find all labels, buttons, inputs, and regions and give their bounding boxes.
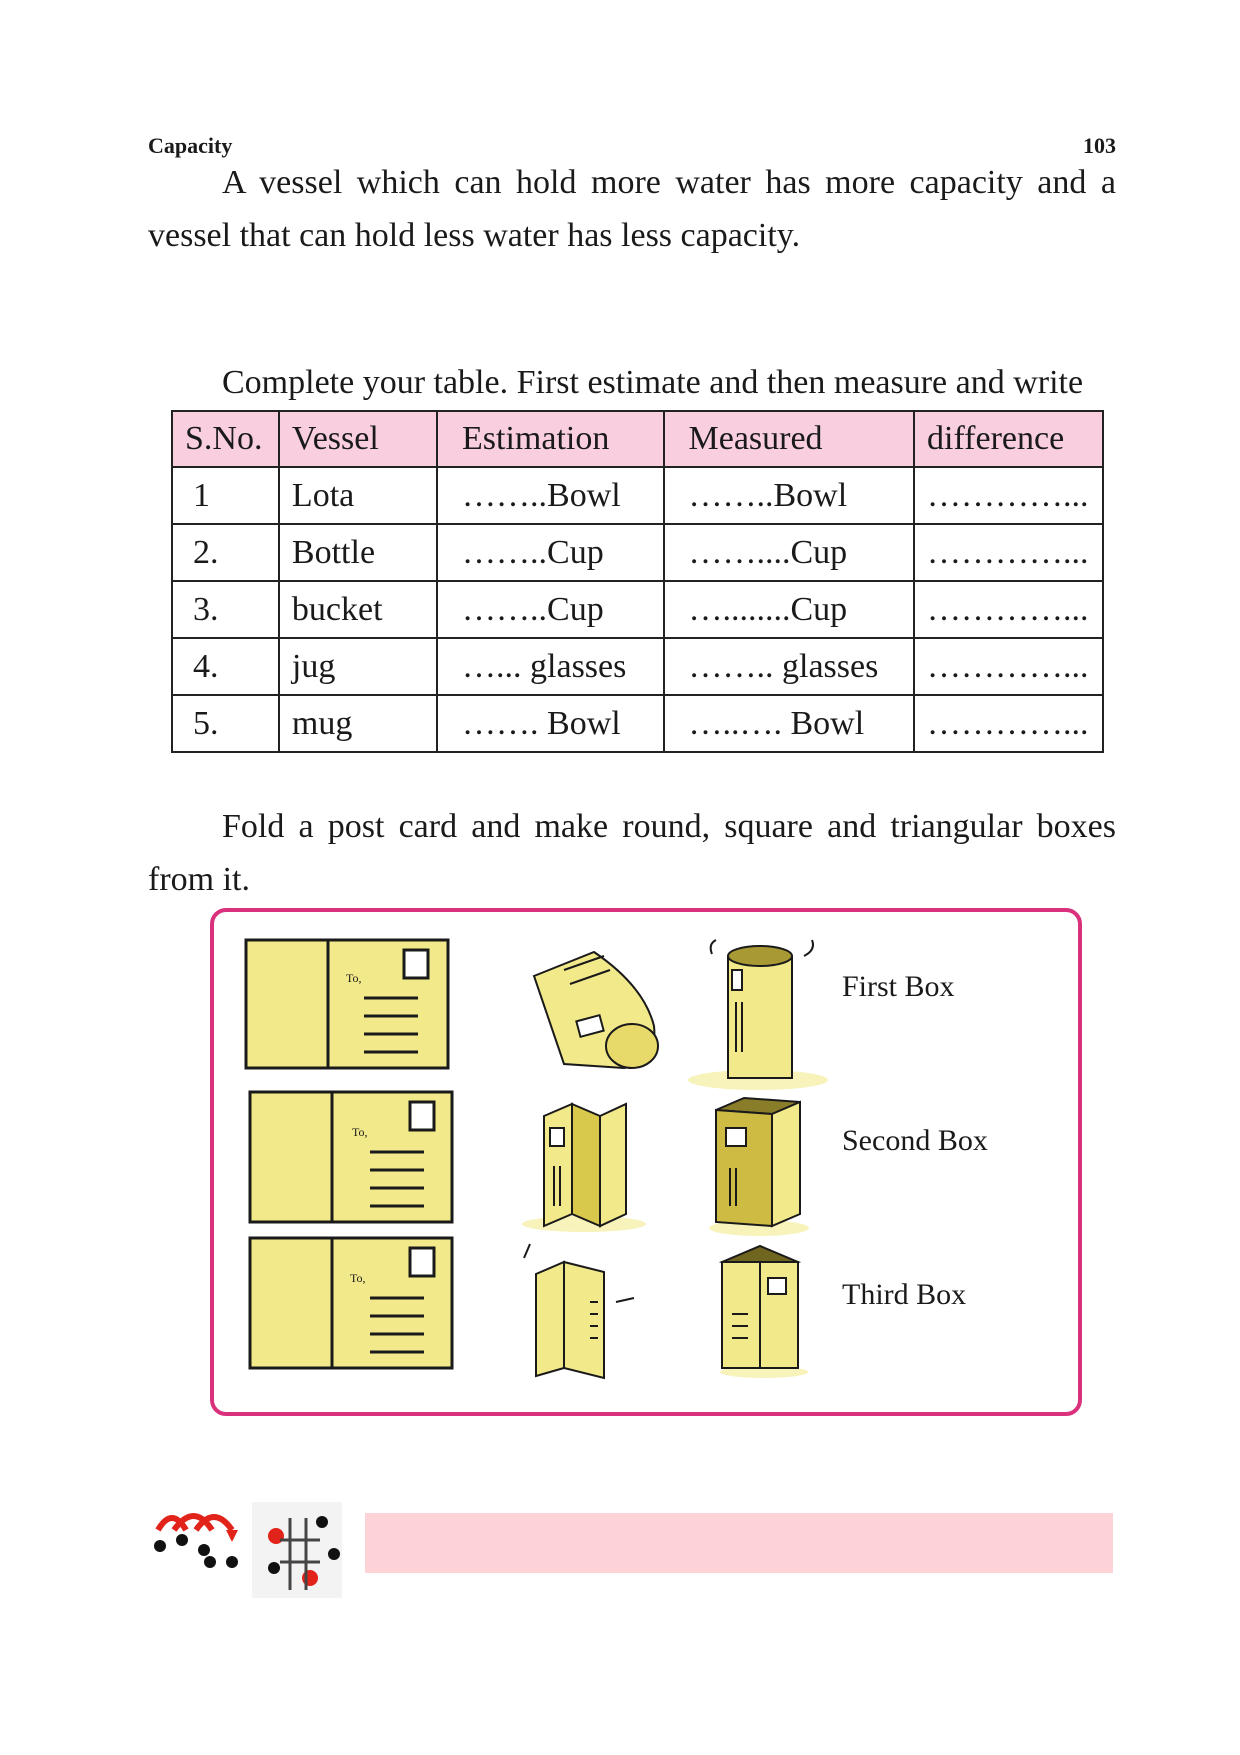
page-number: 103 xyxy=(1083,133,1116,158)
col-header-sno: S.No. xyxy=(172,411,279,467)
table-header-row xyxy=(172,411,1103,467)
table-prompt-text: Complete your table. First estimate and then measure and write xyxy=(222,364,1084,401)
cell-measured[interactable]: ……....Cup xyxy=(664,524,915,581)
first-box-label: First Box xyxy=(842,970,955,1003)
cell-measured[interactable]: ……..Bowl xyxy=(664,467,915,524)
intro-text: A vessel which can hold more water has more capacity and a vessel that can hold less water has less capacity. xyxy=(148,164,1116,254)
fold-prompt-text: Fold a post card and make round, square and triangular boxes from it. xyxy=(148,808,1116,898)
folded-triangle-illustration xyxy=(514,1242,654,1382)
postcard-to-label: To, xyxy=(352,1125,368,1139)
footer-logo-icon xyxy=(150,1500,360,1600)
postcard-to-label: To, xyxy=(346,971,362,985)
cell-difference[interactable]: …………... xyxy=(914,467,1103,524)
col-header-vessel: Vessel xyxy=(279,411,437,467)
cell-difference[interactable]: …………... xyxy=(914,581,1103,638)
cell-vessel: Bottle xyxy=(279,524,437,581)
triangle-box-illustration xyxy=(714,1232,824,1382)
table-row xyxy=(172,581,1103,638)
cell-vessel: Lota xyxy=(279,467,437,524)
postcard-to-label: To, xyxy=(350,1271,366,1285)
cell-sno: 3. xyxy=(172,581,279,638)
postcard-illustration xyxy=(246,1088,458,1230)
cell-estimation[interactable]: …... glasses xyxy=(437,638,663,695)
cell-estimation[interactable]: ……..Cup xyxy=(437,524,663,581)
col-header-difference: difference xyxy=(914,411,1103,467)
col-header-estimation: Estimation xyxy=(437,411,663,467)
second-box-label: Second Box xyxy=(842,1124,988,1157)
cell-difference[interactable]: …………... xyxy=(914,638,1103,695)
fold-prompt-paragraph xyxy=(148,800,1116,906)
cell-vessel: jug xyxy=(279,638,437,695)
col-header-measured: Measured xyxy=(664,411,915,467)
cell-difference[interactable]: …………... xyxy=(914,524,1103,581)
postcard-activity-frame xyxy=(210,908,1082,1416)
cell-estimation[interactable]: ……. Bowl xyxy=(437,695,663,752)
cylinder-box-illustration xyxy=(684,932,834,1092)
footer-band xyxy=(365,1513,1113,1573)
table-row xyxy=(172,524,1103,581)
postcard-illustration xyxy=(246,1234,458,1376)
cell-sno: 2. xyxy=(172,524,279,581)
cell-difference[interactable]: …………... xyxy=(914,695,1103,752)
table-row xyxy=(172,638,1103,695)
cell-estimation[interactable]: ……..Bowl xyxy=(437,467,663,524)
table-prompt-paragraph xyxy=(148,356,1116,409)
folded-square-illustration xyxy=(514,1086,654,1236)
cell-sno: 4. xyxy=(172,638,279,695)
third-box-label: Third Box xyxy=(842,1278,967,1311)
cell-vessel: bucket xyxy=(279,581,437,638)
table-row xyxy=(172,467,1103,524)
cell-sno: 5. xyxy=(172,695,279,752)
intro-paragraph xyxy=(148,156,1116,262)
rolled-postcard-illustration xyxy=(514,946,664,1076)
square-box-illustration xyxy=(704,1088,814,1238)
cell-estimation[interactable]: ……..Cup xyxy=(437,581,663,638)
cell-measured[interactable]: …….. glasses xyxy=(664,638,915,695)
cell-measured[interactable]: …........Cup xyxy=(664,581,915,638)
table-row xyxy=(172,695,1103,752)
cell-vessel: mug xyxy=(279,695,437,752)
capacity-table xyxy=(171,410,1104,753)
cell-measured[interactable]: …..…. Bowl xyxy=(664,695,915,752)
cell-sno: 1 xyxy=(172,467,279,524)
chapter-title: Capacity xyxy=(148,133,233,158)
postcard-illustration xyxy=(242,936,454,1076)
